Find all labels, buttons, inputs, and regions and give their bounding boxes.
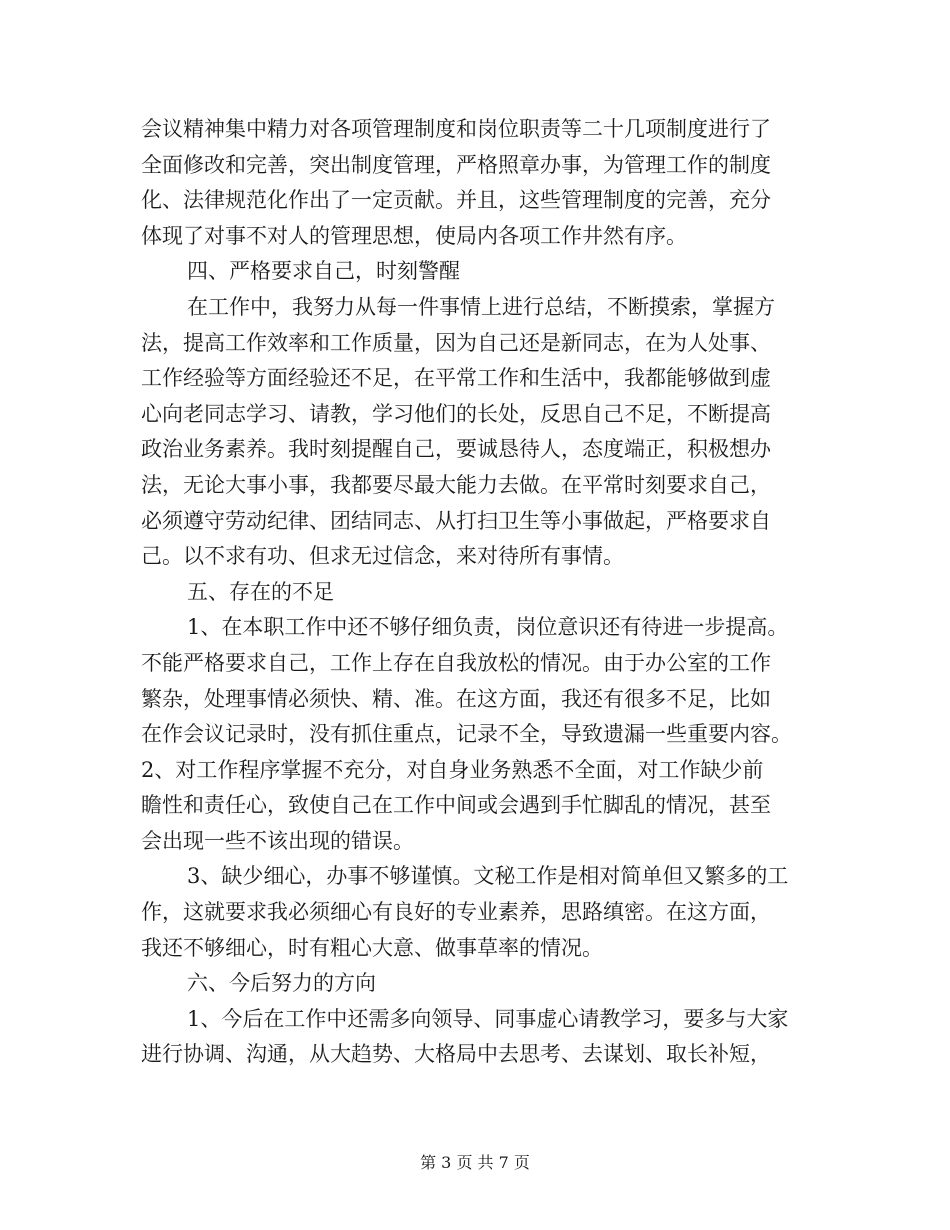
- text-line: 四、严格要求自己，时刻警醒: [187, 259, 460, 284]
- text-line: 不能严格要求自己，工作上存在自我放松的情况。由于办公室的工作: [141, 650, 771, 675]
- text-line: 全面修改和完善，突出制度管理，严格照章办事，为管理工作的制度: [141, 152, 771, 177]
- text-line: 六、今后努力的方向: [187, 971, 376, 996]
- text-line: 作，这就要求我必须细心有良好的专业素养，思路缜密。在这方面，: [141, 900, 771, 925]
- text-line: 会议精神集中精力对各项管理制度和岗位职责等二十几项制度进行了: [141, 117, 771, 141]
- text-line: 瞻性和责任心，致使自己在工作中间或会遇到手忙脚乱的情况，甚至: [141, 793, 771, 818]
- text-line: 3、缺少细心，办事不够谨慎。文秘工作是相对简单但又繁多的工: [187, 864, 789, 889]
- text-line: 2、对工作程序掌握不充分，对自身业务熟悉不全面，对工作缺少前: [141, 757, 764, 782]
- text-line: 我还不够细心，时有粗心大意、做事草率的情况。: [141, 935, 603, 960]
- text-line: 心向老同志学习、请教，学习他们的长处，反思自己不足，不断提高: [141, 401, 771, 426]
- text-line: 体现了对事不对人的管理思想，使局内各项工作井然有序。: [141, 223, 687, 248]
- text-line: 政治业务素养。我时刻提醒自己，要诚恳待人，态度端正，积极想办: [141, 437, 771, 462]
- text-line: 工作经验等方面经验还不足，在平常工作和生活中，我都能够做到虚: [141, 366, 771, 391]
- text-line: 进行协调、沟通，从大趋势、大格局中去思考、去谋划、取长补短，: [141, 1042, 771, 1067]
- text-line: 法，无论大事小事，我都要尽最大能力去做。在平常时刻要求自己，: [141, 472, 771, 497]
- text-line: 会出现一些不该出现的错误。: [141, 828, 414, 853]
- text-line: 在工作中，我努力从每一件事情上进行总结，不断摸索，掌握方: [187, 294, 775, 319]
- text-line: 己。以不求有功、但求无过信念，来对待所有事情。: [141, 544, 624, 569]
- text-line: 五、存在的不足: [187, 579, 334, 604]
- text-line: 必须遵守劳动纪律、团结同志、从打扫卫生等小事做起，严格要求自: [141, 508, 771, 533]
- text-line: 繁杂，处理事情必须快、精、准。在这方面，我还有很多不足，比如: [141, 686, 771, 711]
- text-line: 1、今后在工作中还需多向领导、同事虚心请教学习，要多与大家: [187, 1006, 789, 1031]
- text-line: 化、法律规范化作出了一定贡献。并且，这些管理制度的完善，充分: [141, 188, 771, 213]
- text-line: 在作会议记录时，没有抓住重点，记录不全，导致遗漏一些重要内容。: [141, 722, 792, 747]
- body-text: [141, 112, 811, 1073]
- text-line: 1、在本职工作中还不够仔细负责，岗位意识还有待进一步提高。: [187, 615, 789, 640]
- text-line: 法，提高工作效率和工作质量，因为自己还是新同志，在为人处事、: [141, 330, 771, 355]
- page-number: 第 3 页 共 7 页: [420, 1153, 530, 1172]
